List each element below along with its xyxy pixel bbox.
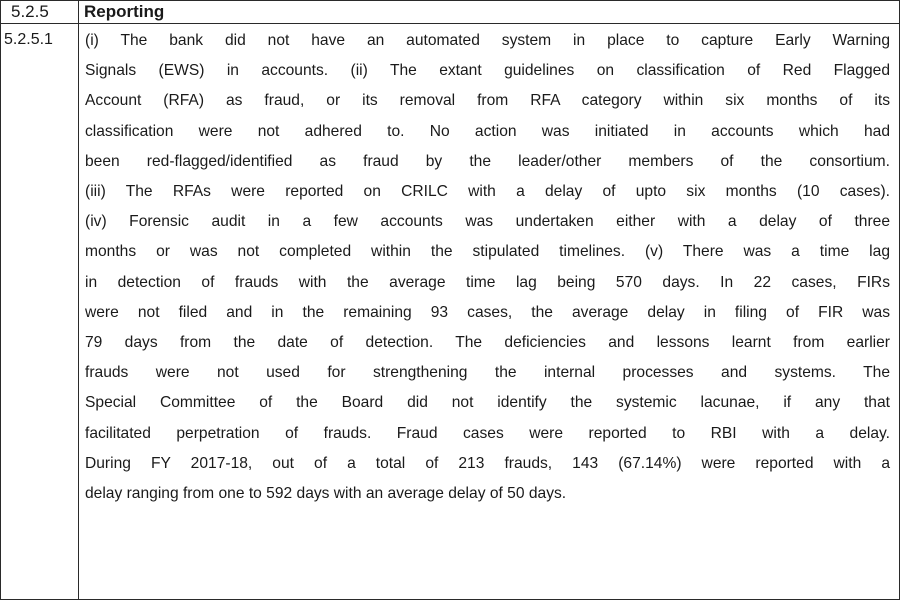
subsection-number: 5.2.5.1 bbox=[1, 24, 79, 600]
body-line: delay ranging from one to 592 days with an average delay of 50 days. bbox=[85, 485, 567, 503]
body-line: facilitated perpetration of frauds. Fraud cases were reported to RBI with a delay. bbox=[85, 424, 890, 442]
subsection-row bbox=[1, 24, 900, 600]
body-line: were not filed and in the remaining 93 cases, the average delay in filing of FIR was bbox=[85, 303, 890, 321]
body-line: months or was not completed within the stipulated timelines. (v) There was a time lag bbox=[85, 243, 890, 261]
body-line: During FY 2017-18, out of a total of 213 frauds, 143 (67.14%) were reported with a bbox=[85, 454, 890, 472]
body-line: in detection of frauds with the average time lag being 570 days. In 22 cases, FIRs bbox=[85, 273, 890, 291]
body-line: 79 days from the date of detection. The deficiencies and lessons learnt from earlier bbox=[85, 334, 890, 352]
section-title: Reporting bbox=[79, 1, 900, 24]
body-line: (iv) Forensic audit in a few accounts was undertaken either with a delay of three bbox=[85, 213, 890, 231]
body-line: Account (RFA) as fraud, or its removal from RFA category within six months of its bbox=[85, 92, 890, 110]
body-line: been red-flagged/identified as fraud by the leader/other members of the consortium. bbox=[85, 152, 890, 170]
body-line: classification were not adhered to. No action was initiated in accounts which had bbox=[85, 122, 890, 140]
body-line: (iii) The RFAs were reported on CRILC with a delay of upto six months (10 cases). bbox=[85, 183, 890, 201]
body-line: Special Committee of the Board did not identify the systemic lacunae, if any that bbox=[85, 394, 890, 412]
section-number: 5.2.5 bbox=[1, 1, 79, 24]
subsection-body bbox=[79, 24, 900, 600]
body-line: frauds were not used for strengthening the internal processes and systems. The bbox=[85, 364, 890, 382]
body-line: Signals (EWS) in accounts. (ii) The extant guidelines on classification of Red Flagged bbox=[85, 62, 890, 80]
body-line: (i) The bank did not have an automated system in place to capture Early Warning bbox=[85, 32, 890, 49]
section-header-row bbox=[1, 1, 900, 24]
